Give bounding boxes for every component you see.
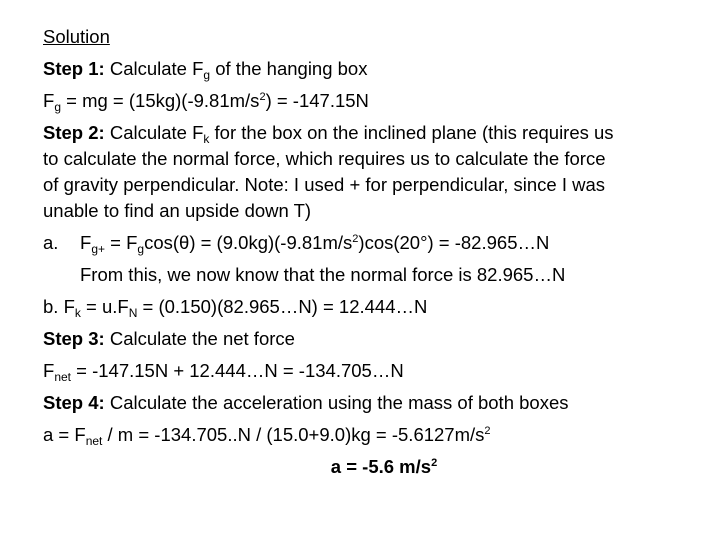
- item-b-mid: = u.F: [80, 296, 129, 317]
- solution-heading: [43, 21, 703, 53]
- step3-line: [43, 323, 703, 355]
- step2-text-a: Calculate F: [104, 122, 204, 143]
- step3-text: Calculate the net force: [104, 328, 295, 349]
- final-answer-text: a = -5.6 m/s: [330, 456, 432, 477]
- step1-text-b: of the hanging box: [210, 58, 368, 79]
- fnet-subscript: net: [54, 370, 71, 384]
- solution-heading-text: Solution: [43, 26, 110, 47]
- item-b-subscript2: N: [128, 306, 138, 320]
- step1-subscript: g: [203, 68, 211, 82]
- item-a-equation-a: cos(θ) = (9.0kg)(-9.81m/s: [144, 232, 353, 253]
- acceleration-superscript: 2: [484, 425, 491, 437]
- fg-equation: [43, 85, 703, 117]
- item-a-line2: From this, we now know that the normal force is 82.965…N: [80, 264, 566, 285]
- item-b-subscript1: k: [74, 306, 81, 320]
- item-b-prefix: b. F: [43, 296, 75, 317]
- step2-paragraph: [43, 120, 703, 224]
- acceleration-subscript: net: [85, 434, 103, 448]
- item-a-line: [43, 227, 703, 259]
- step2-line2: to calculate the normal force, which requires us to calculate the force: [43, 148, 606, 169]
- item-a-mid: = F: [105, 232, 138, 253]
- final-answer: [43, 451, 703, 483]
- step1-text-a: Calculate F: [104, 58, 204, 79]
- fg-symbol: F: [43, 90, 55, 111]
- step2-line4: unable to find an upside down T): [43, 200, 312, 221]
- step2-text-b: for the box on the inclined plane (this requires us: [209, 122, 614, 143]
- step3-label: Step 3:: [43, 328, 105, 349]
- acceleration-equation: [43, 419, 703, 451]
- fnet-equation-text: = -147.15N + 12.444…N = -134.705…N: [71, 360, 404, 381]
- item-a-equation-b: )cos(20°) = -82.965…N: [358, 232, 550, 253]
- fnet-symbol: F: [43, 360, 55, 381]
- fg-subscript: g: [54, 100, 61, 114]
- step4-text: Calculate the acceleration using the mass of both boxes: [104, 392, 569, 413]
- solution-content: [43, 21, 703, 483]
- fg-equation-b: ) = -147.15N: [265, 90, 369, 111]
- step1-line: [43, 53, 703, 85]
- step2-label: Step 2:: [43, 122, 105, 143]
- item-b-equation: = (0.150)(82.965…N) = 12.444…N: [137, 296, 428, 317]
- step2-subscript: k: [203, 132, 210, 146]
- item-a-superscript: 2: [352, 233, 359, 245]
- step1-label: Step 1:: [43, 58, 105, 79]
- fnet-equation: [43, 355, 703, 387]
- step4-line: [43, 387, 703, 419]
- fg-superscript: 2: [259, 91, 266, 103]
- final-answer-superscript: 2: [431, 457, 438, 469]
- step2-line1: [43, 120, 703, 146]
- item-a-subscript2: g: [137, 242, 145, 256]
- item-a-label: a.: [43, 232, 59, 253]
- item-a-subscript1: g+: [91, 242, 105, 256]
- fg-equation-a: = mg = (15kg)(-9.81m/s: [61, 90, 260, 111]
- step2-line3: of gravity perpendicular. Note: I used + for perpendicular, since I was: [43, 174, 605, 195]
- item-a-f1: F: [80, 232, 92, 253]
- acceleration-prefix: a = F: [43, 424, 86, 445]
- acceleration-equation-text: / m = -134.705..N / (15.0+9.0)kg = -5.6127m/s: [102, 424, 485, 445]
- item-b-line: [43, 291, 703, 323]
- step4-label: Step 4:: [43, 392, 105, 413]
